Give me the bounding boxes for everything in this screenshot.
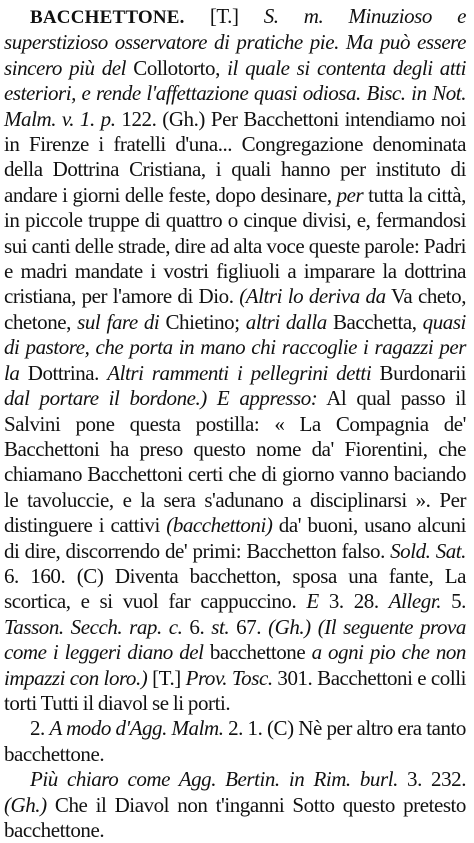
citation: st. <box>211 614 230 639</box>
text-span: Collotorto, <box>133 55 220 80</box>
citation: E <box>306 589 319 614</box>
text-span: 6. 160. (C) Diventa bacchetton, sposa una fante, La scortica, e si vuol far cappuccino. <box>4 563 466 614</box>
text-span: da' buoni, usano alcuni di dire, discorrendo de' primi: Bacchetton falso. <box>4 513 466 563</box>
text-span: Per Bacchettoni intendiamo noi in Firenze i fratelli d'una... Congregazione denominata della Dottrina Cristiana, i quali hanno per instituto di andare i giorni delle feste, dopo desinare, <box>4 106 466 207</box>
headword: BACCHETTONE. <box>30 7 185 28</box>
definition: Minuzioso e superstizioso osservatore di pratiche pie. Ma può essere sincero più del <box>4 4 466 80</box>
text-span: Burdonarii <box>379 360 466 385</box>
text-span: tutta la città, in piccole truppe di quattro o cinque divisi, e, fermandosi sui canti delle strade, dire ad alta voce queste parole: Padri e madri mandate i vostri figliuoli a imparare la dottrina cristiana, per l'amore di Dio. <box>4 182 466 309</box>
dictionary-page <box>4 4 466 843</box>
citation: (Gh.) <box>268 614 311 639</box>
text-span: Dottrina. <box>27 360 99 385</box>
citation: Sold. Sat. <box>390 538 466 563</box>
sense-number: 2. <box>30 716 45 741</box>
text-span: 67. <box>236 614 262 639</box>
italic-span: (Il seguente prova come i leggeri diano del <box>4 614 466 665</box>
italic-span: A modo d'Agg. Malm. <box>49 716 224 741</box>
italic-span: Altri rammenti i pellegrini detti <box>107 360 372 385</box>
citation: Prov. Tosc. <box>185 665 273 690</box>
quotation: Al qual passo il Salvini pone questa postilla: « La Compagnia de' Bacchettoni ha preso questo nome da' Fiorentini, che chiamano Bacchettoni certi che di giorno vanno baciando le tavoluccie, e la sera s'adunano a disciplinarsi ». Per distinguere i cattivi <box>4 386 466 538</box>
sense-2 <box>4 716 466 767</box>
text-span: 3. 232. <box>407 767 466 792</box>
etymology-note: (Altri lo deriva da <box>239 284 386 309</box>
text-span: 6. <box>189 614 205 639</box>
entry-tag: [T.] <box>209 4 239 28</box>
italic-span: E appresso: <box>216 386 318 411</box>
text-span: 2. 1. (C) Nè per altro era tanto bacchettone. <box>4 716 466 766</box>
text-span: 301. Bacchettoni e colli torti Tutti il diavol se li porti. <box>4 665 466 715</box>
citation: Allegr. <box>388 589 442 614</box>
citation: 122. (Gh.) <box>121 106 205 131</box>
text-span: bacchettone <box>209 640 306 665</box>
definition-continued: il quale si contenta degli atti esteriori, e rende l'affettazione quasi odiosa. Bisc. in Not. Malm. v. 1. p. <box>4 55 466 131</box>
text-span: 3. 28. <box>328 589 379 614</box>
text-span: Va cheto, chetone, <box>4 284 466 334</box>
text-span: [T.] <box>152 665 181 690</box>
italic-span: a ogni pio che non impazzi con loro.) <box>4 640 466 690</box>
citation: Tasson. Secch. rap. c. <box>4 614 183 639</box>
italic-span: per <box>336 182 364 207</box>
sense-3 <box>4 767 466 843</box>
italic-span: dal portare il bordone.) <box>4 386 207 411</box>
italic-span: (bacchettoni) <box>166 513 273 538</box>
grammar-label: S. m. <box>263 4 324 28</box>
entry-bacchettone <box>4 4 466 716</box>
italic-span: sul fare di <box>77 309 160 334</box>
italic-span: Più chiaro come Agg. Bertin. in Rim. burl. <box>30 767 398 792</box>
italic-span: quasi di pastore, che porta in mano chi raccoglie i ragazzi per la <box>4 309 466 385</box>
text-span: 5. <box>451 589 466 614</box>
citation: (Gh.) <box>4 792 47 817</box>
text-span: Bacchetta, <box>332 309 417 334</box>
italic-span: altri dalla <box>245 309 327 334</box>
text-span: Chietino; <box>165 309 240 334</box>
text-span: Che il Diavol non t'inganni Sotto questo pretesto bacchettone. <box>4 792 466 842</box>
